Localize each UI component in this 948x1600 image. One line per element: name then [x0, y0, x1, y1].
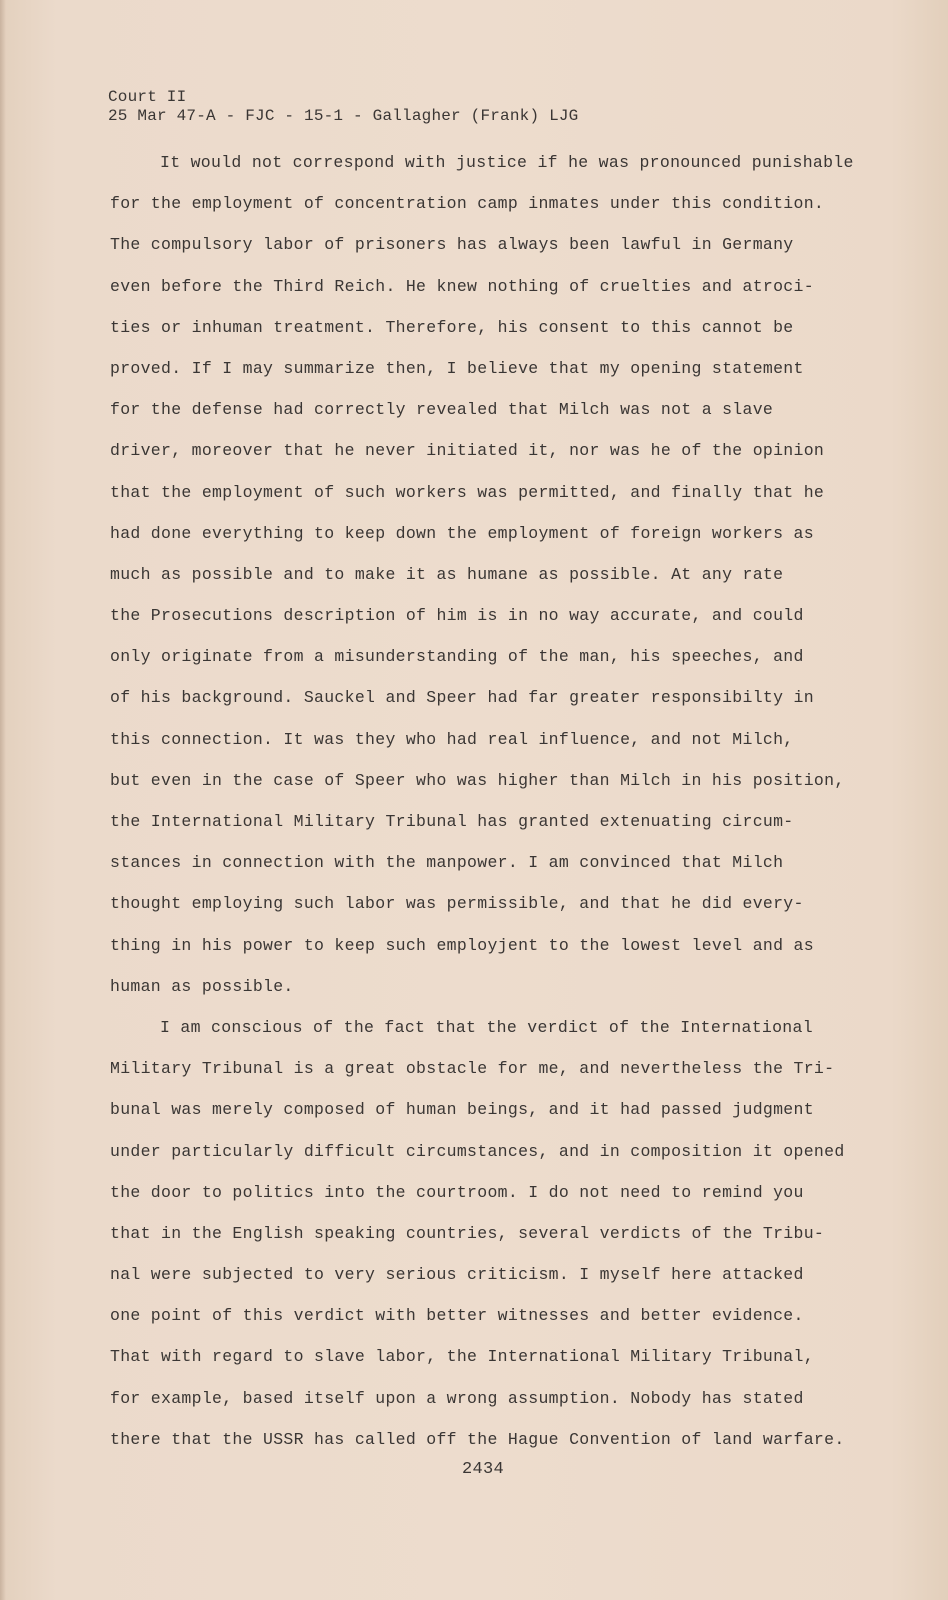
text-line: one point of this verdict with better witnesses and better evidence. [110, 1306, 804, 1326]
header-session-info: 25 Mar 47-A - FJC - 15-1 - Gallagher (Frank) LJG [108, 107, 579, 125]
text-line: the Prosecutions description of him is in no way accurate, and could [110, 606, 804, 626]
text-line: even before the Third Reich. He knew nothing of cruelties and atroci- [110, 276, 814, 296]
page-number: 2434 [462, 1460, 505, 1479]
text-line: under particularly difficult circumstances, and in composition it opened [110, 1141, 845, 1161]
page-edge-shadow [0, 0, 6, 1600]
text-line: this connection. It was they who had real influence, and not Milch, [110, 729, 794, 749]
text-line: ties or inhuman treatment. Therefore, his consent to this cannot be [110, 317, 794, 337]
text-line: the International Military Tribunal has granted extenuating circum- [110, 812, 794, 831]
text-line: the door to politics into the courtroom. I do not need to remind you [110, 1182, 804, 1202]
text-line: for example, based itself upon a wrong assumption. Nobody has stated [110, 1388, 804, 1408]
text-line: but even in the case of Speer who was higher than Milch in his position, [110, 770, 845, 790]
header-court: Court II [108, 88, 187, 106]
text-line: driver, moreover that he never initiated it, nor was he of the opinion [110, 441, 825, 461]
text-line: That with regard to slave labor, the International Military Tribunal, [110, 1347, 814, 1367]
text-line: The compulsory labor of prisoners has always been lawful in Germany [110, 235, 794, 255]
text-line: bunal was merely composed of human beings, and it had passed judgment [110, 1100, 814, 1120]
text-line: human as possible. [110, 976, 294, 996]
document-body [110, 142, 854, 1460]
text-line: nal were subjected to very serious criticism. I myself here attacked [110, 1265, 804, 1285]
text-line: stances in connection with the manpower. I am convinced that Milch [110, 853, 784, 873]
text-line: much as possible and to make it as humane as possible. At any rate [110, 564, 784, 584]
text-line: I am conscious of the fact that the verdict of the International [160, 1017, 813, 1037]
text-line: Military Tribunal is a great obstacle for me, and nevertheless the Tri- [110, 1059, 835, 1079]
text-line: of his background. Sauckel and Speer had far greater responsibilty in [110, 688, 814, 708]
text-line: that the employment of such workers was permitted, and finally that he [110, 482, 825, 502]
text-line: proved. If I may summarize then, I believe that my opening statement [110, 358, 804, 378]
text-line: that in the English speaking countries, several verdicts of the Tribu- [110, 1223, 825, 1243]
text-line: only originate from a misunderstanding of the man, his speeches, and [110, 647, 804, 667]
text-line: thought employing such labor was permissible, and that he did every- [110, 894, 804, 914]
text-line: It would not correspond with justice if he was pronounced punishable [160, 153, 854, 172]
document-header [108, 88, 578, 126]
text-line: there that the USSR has called off the Hague Convention of land warfare. [110, 1429, 845, 1449]
text-line: thing in his power to keep such employjent to the lowest level and as [110, 935, 814, 955]
text-line: for the defense had correctly revealed that Milch was not a slave [110, 400, 774, 420]
text-line: for the employment of concentration camp inmates under this condition. [110, 194, 825, 214]
text-line: had done everything to keep down the employment of foreign workers as [110, 523, 814, 543]
